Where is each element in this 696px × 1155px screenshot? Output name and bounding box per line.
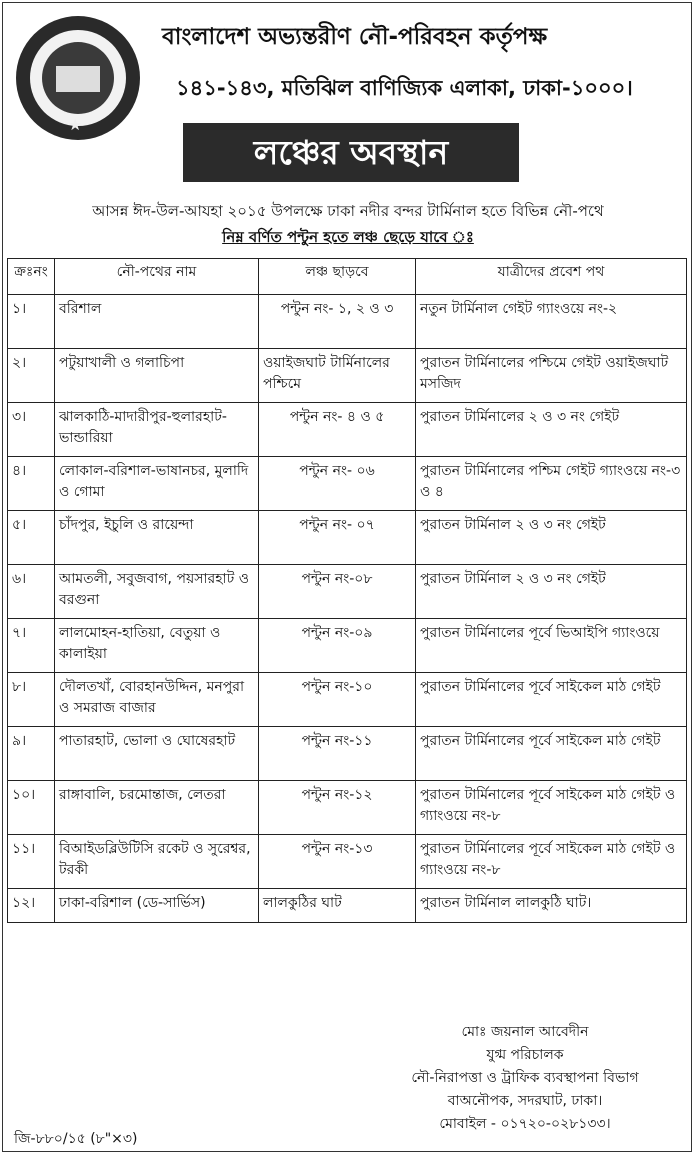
entry-cell: পুরাতন টার্মিনাল ২ ও ৩ নং গেইট <box>416 565 687 619</box>
pontoon-cell: পন্টুন নং- ১, ২ ও ৩ <box>259 295 416 349</box>
pontoon-cell: পন্টুন নং- ৪ ও ৫ <box>259 403 416 457</box>
header-route: নৌ-পথের নাম <box>55 259 259 295</box>
table-row <box>8 349 687 403</box>
header-serial: ক্রঃনং <box>8 259 55 295</box>
entry-cell: পুরাতন টার্মিনাল ২ ও ৩ নং গেইট <box>416 511 687 565</box>
table-row <box>8 889 687 923</box>
table-row <box>8 619 687 673</box>
signatory-office: বাঅনৌপক, সদরঘাট, ঢাকা। <box>447 1093 603 1109</box>
table-row <box>8 781 687 835</box>
route-cell: পাতারহাট, ভোলা ও ঘোষেরহাট <box>55 727 259 781</box>
notice-title-banner: লঞ্চের অবস্থান <box>183 123 519 182</box>
reference-code: জি-৮৮০/১৫ (৮"×৩) <box>14 1131 138 1147</box>
organization-name: বাংলাদেশ অভ্যন্তরীণ নৌ-পরিবহন কর্তৃপক্ষ <box>162 24 548 50</box>
pontoon-cell: পন্টুন নং- ০৭ <box>259 511 416 565</box>
route-cell: লোকাল-বরিশাল-ভাষানচর, মুলাদি ও গোমা <box>55 457 259 511</box>
entry-cell: নতুন টার্মিনাল গেইট গ্যাংওয়ে নং-২ <box>416 295 687 349</box>
route-cell: পটুয়াখালী ও গলাচিপা <box>55 349 259 403</box>
logo-building-icon <box>56 66 100 92</box>
serial-cell: ৭। <box>8 619 55 673</box>
serial-cell: ১১। <box>8 835 55 889</box>
pontoon-cell: ওয়াইজঘাট টার্মিনালের পশ্চিমে <box>259 349 416 403</box>
serial-cell: ৯। <box>8 727 55 781</box>
serial-cell: ৪। <box>8 457 55 511</box>
serial-cell: ১২। <box>8 889 55 923</box>
pontoon-cell: পন্টুন নং-১২ <box>259 781 416 835</box>
launch-location-table <box>7 258 687 923</box>
entry-cell: পুরাতন টার্মিনালের পশ্চিম গেইট গ্যাংওয়ে নং-৩ ও ৪ <box>416 457 687 511</box>
signatory-name: মোঃ জয়নাল আবেদীন <box>461 1024 589 1040</box>
pontoon-cell: পন্টুন নং-০৯ <box>259 619 416 673</box>
table-header-row <box>8 259 687 295</box>
serial-cell: ১০। <box>8 781 55 835</box>
entry-cell: পুরাতন টার্মিনালের পশ্চিমে গেইট ওয়াইজঘাট মসজিদ <box>416 349 687 403</box>
serial-cell: ১। <box>8 295 55 349</box>
biwta-logo <box>16 16 140 140</box>
intro-text: আসন্ন ঈদ-উল-আযহা ২০১৫ উপলক্ষে ঢাকা নদীর বন্দর টার্মিনাল হতে বিভিন্ন নৌ-পথে <box>92 202 604 220</box>
serial-cell: ৫। <box>8 511 55 565</box>
route-cell: আমতলী, সবুজবাগ, পয়সারহাট ও বরগুনা <box>55 565 259 619</box>
pontoon-cell: পন্টুন নং- ০৬ <box>259 457 416 511</box>
pontoon-cell: পন্টুন নং-১৩ <box>259 835 416 889</box>
signatory-department: নৌ-নিরাপত্তা ও ট্রাফিক ব্যবস্থাপনা বিভাগ <box>411 1070 639 1086</box>
table-row <box>8 295 687 349</box>
signature-block <box>380 1021 670 1136</box>
entry-cell: পুরাতন টার্মিনালের পূর্বে সাইকেল মাঠ গেইট ও গ্যাংওয়ে নং-৮ <box>416 835 687 889</box>
serial-cell: ৮। <box>8 673 55 727</box>
entry-cell: পুরাতন টার্মিনালের পূর্বে সাইকেল মাঠ গেইট <box>416 673 687 727</box>
signatory-title: যুগ্ম পরিচালক <box>486 1047 564 1063</box>
route-cell: চাঁদপুর, ইচুলি ও রায়েন্দা <box>55 511 259 565</box>
pontoon-cell: পন্টুন নং-১১ <box>259 727 416 781</box>
entry-cell: পুরাতন টার্মিনালের পূর্বে সাইকেল মাঠ গেইট ও গ্যাংওয়ে নং-৮ <box>416 781 687 835</box>
route-cell: রাঙ্গাবালি, চরমোন্তাজ, লেতরা <box>55 781 259 835</box>
route-cell: ঢাকা-বরিশাল (ডে-সার্ভিস) <box>55 889 259 923</box>
entry-cell: পুরাতন টার্মিনালের পূর্বে সাইকেল মাঠ গেইট <box>416 727 687 781</box>
pontoon-cell: লালকুঠির ঘাট <box>259 889 416 923</box>
logo-star-icon: ★ <box>68 115 83 134</box>
pontoon-cell: পন্টুন নং-০৮ <box>259 565 416 619</box>
entry-cell: পুরাতন টার্মিনালের পূর্বে ভিআইপি গ্যাংওয়ে <box>416 619 687 673</box>
serial-cell: ৬। <box>8 565 55 619</box>
table-row <box>8 835 687 889</box>
intro-text-underlined: নিম্ন বর্ণিত পন্টুন হতে লঞ্চ ছেড়ে যাবে ঃ <box>222 228 474 246</box>
route-cell: বরিশাল <box>55 295 259 349</box>
header-pontoon: লঞ্চ ছাড়বে <box>259 259 416 295</box>
route-cell: বিআইডব্লিউটিসি রকেট ও সুরেশ্বর, টরকী <box>55 835 259 889</box>
serial-cell: ৩। <box>8 403 55 457</box>
organization-address: ১৪১-১৪৩, মতিঝিল বাণিজ্যিক এলাকা, ঢাকা-১০০০। <box>176 76 633 100</box>
table-row <box>8 565 687 619</box>
table-row <box>8 673 687 727</box>
pontoon-cell: পন্টুন নং-১০ <box>259 673 416 727</box>
route-cell: ঝালকাঠি-মাদারীপুর-হুলারহাট-ভান্ডারিয়া <box>55 403 259 457</box>
entry-cell: পুরাতন টার্মিনালের ২ ও ৩ নং গেইট <box>416 403 687 457</box>
entry-cell: পুরাতন টার্মিনাল লালকুঠি ঘাট। <box>416 889 687 923</box>
table-row <box>8 457 687 511</box>
route-cell: লালমোহন-হাতিয়া, বেতুয়া ও কালাইয়া <box>55 619 259 673</box>
header-entry: যাত্রীদের প্রবেশ পথ <box>416 259 687 295</box>
table-row <box>8 727 687 781</box>
serial-cell: ২। <box>8 349 55 403</box>
signatory-mobile: মোবাইল - ০১৭২০-০২৮১৩৩। <box>439 1116 611 1132</box>
table-row <box>8 403 687 457</box>
table-row <box>8 511 687 565</box>
route-cell: দৌলতখাঁ, বোরহানউদ্দিন, মনপুরা ও সমরাজ বাজার <box>55 673 259 727</box>
